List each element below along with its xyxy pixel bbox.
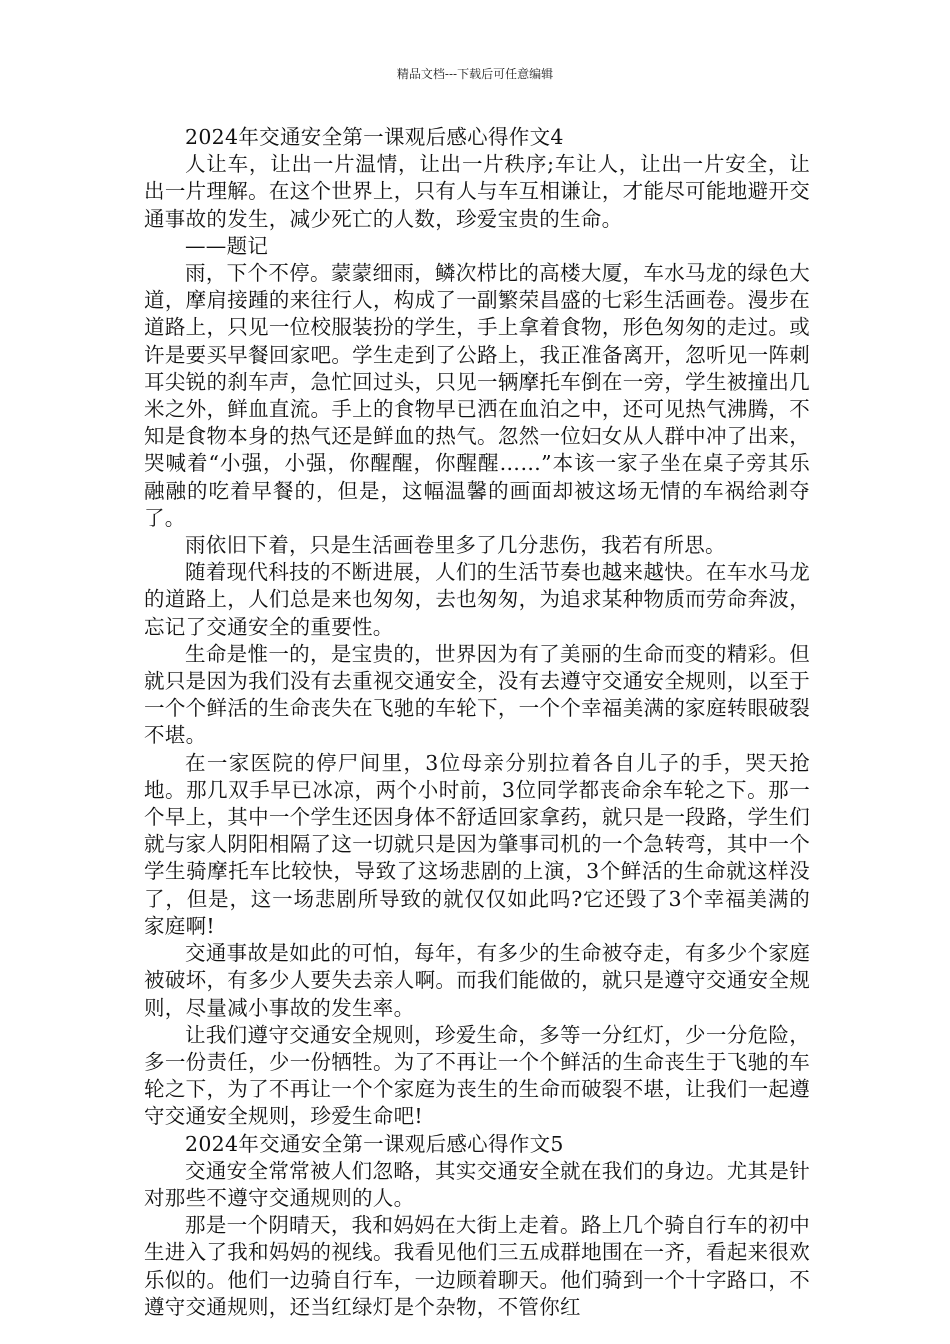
- paragraph: 让我们遵守交通安全规则，珍爱生命，多等一分红灯，少一分危险，多一份责任，少一份牺牲。为了不再让一个个鲜活的生命丧生于飞驰的车轮之下，为了不再让一个个家庭为丧生的生命而破裂不堪，让我们一起遵守交通安全规则，珍爱生命吧!: [144, 1022, 810, 1129]
- paragraph: 人让车，让出一片温情，让出一片秩序;车让人，让出一片安全，让出一片理解。在这个世界上，只有人与车互相谦让，才能尽可能地避开交通事故的发生，减少死亡的人数，珍爱宝贵的生命。: [144, 152, 810, 231]
- paragraph: 随着现代科技的不断进展，人们的生活节奏也越来越快。在车水马龙的道路上，人们总是来也匆匆，去也匆匆，为追求某种物质而劳命奔波，忘记了交通安全的重要性。: [144, 560, 810, 639]
- epigraph-attribution: ——题记: [185, 233, 269, 258]
- paragraph: 那是一个阴晴天，我和妈妈在大街上走着。路上几个骑自行车的初中生进入了我和妈妈的视线。我看见他们三五成群地围在一齐，看起来很欢乐似的。他们一边骑自行车，一边顾着聊天。他们骑到一个十字路口，不遵守交通规则，还当红绿灯是个杂物，不管你红: [144, 1213, 810, 1319]
- paragraph: 雨，下个不停。蒙蒙细雨，鳞次栉比的高楼大厦，车水马龙的绿色大道，摩肩接踵的来往行人，构成了一副繁荣昌盛的七彩生活画卷。漫步在道路上，只见一位校服装扮的学生，手上拿着食物，形色匆匆的走过。或许是要买早餐回家吧。学生走到了公路上，我正准备离开，忽听见一阵刺耳尖锐的刹车声，急忙回过头，只见一辆摩托车倒在一旁，学生被撞出几米之外，鲜血直流。手上的食物早已洒在血泊之中，还可见热气沸腾，不知是食物本身的热气还是鲜血的热气。忽然一位妇女从人群中冲了出来，哭喊着“小强，小强，你醒醒，你醒醒……”本该一家子坐在桌子旁其乐融融的吃着早餐的，但是，这幅温馨的画面却被这场无情的车祸给剥夺了。: [144, 261, 810, 530]
- paragraph: 在一家医院的停尸间里，3位母亲分别拉着各自儿子的手，哭天抢地。那几双手早已冰凉，两个小时前，3位同学都丧命余车轮之下。那一个早上，其中一个学生还因身体不舒适回家拿药，就只是一段路，学生们就与家人阴阳相隔了这一切就只是因为肇事司机的一个急转弯，其中一个学生骑摩托车比较快，导致了这场悲剧的上演，3个鲜活的生命就这样没了，但是，这一场悲剧所导致的就仅仅如此吗?它还毁了3个幸福美满的家庭啊!: [144, 750, 810, 938]
- article-title-4: 2024年交通安全第一课观后感心得作文4: [185, 125, 564, 149]
- paragraph: 交通事故是如此的可怕，每年，有多少的生命被夺走，有多少个家庭被破坏，有多少人要失去亲人啊。而我们能做的，就只是遵守交通安全规则，尽量减小事故的发生率。: [144, 941, 810, 1020]
- article-title-5: 2024年交通安全第一课观后感心得作文5: [185, 1131, 564, 1156]
- document-body: [144, 124, 810, 1321]
- page-header: 精品文档---下载后可任意编辑: [396, 67, 554, 81]
- paragraph: 雨依旧下着，只是生活画卷里多了几分悲伤，我若有所思。: [185, 533, 726, 558]
- paragraph: 生命是惟一的，是宝贵的，世界因为有了美丽的生命而变的精彩。但就只是因为我们没有去重视交通安全，没有去遵守交通安全规则，以至于一个个鲜活的生命丧失在飞驰的车轮下，一个个幸福美满的家庭转眼破裂不堪。: [144, 641, 810, 748]
- paragraph: 交通安全常常被人们忽略，其实交通安全就在我们的身边。尤其是针对那些不遵守交通规则的人。: [144, 1158, 810, 1210]
